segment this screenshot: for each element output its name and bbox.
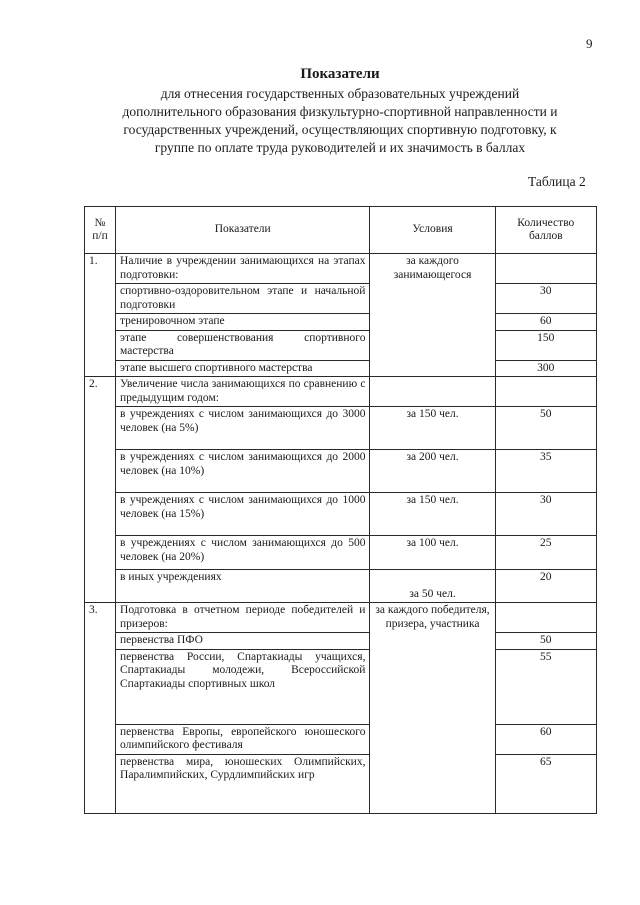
table-row [85, 570, 597, 603]
table-row [85, 649, 597, 724]
table-row [85, 284, 597, 314]
section-title: Увеличение числа занимающихся по сравнению с предыдущим годом: [116, 377, 370, 407]
points-cell: 300 [495, 360, 596, 377]
points-cell [495, 603, 596, 633]
points-cell: 50 [495, 407, 596, 450]
points-cell: 150 [495, 330, 596, 360]
heading-line: группе по оплате труда руководителей и их значимость в баллах [154, 140, 526, 155]
points-cell [495, 377, 596, 407]
table-row [85, 754, 597, 813]
indicator-cell: первенства Европы, европейского юношеского олимпийского фестиваля [116, 724, 370, 754]
section-number: 3. [85, 603, 116, 814]
condition-cell: за 200 чел. [370, 450, 495, 493]
points-cell [495, 254, 596, 284]
points-cell: 55 [495, 649, 596, 724]
indicator-cell: спортивно-оздоровительном этапе и начальной подготовки [116, 284, 370, 314]
condition-cell [370, 377, 495, 407]
section-number: 2. [85, 377, 116, 603]
table-row [85, 450, 597, 493]
table-row [85, 360, 597, 377]
points-cell: 30 [495, 284, 596, 314]
table-row [85, 603, 597, 633]
section-number: 1. [85, 254, 116, 377]
points-cell: 65 [495, 754, 596, 813]
heading-line: государственных учреждений, осуществляющих спортивную подготовку, к [123, 122, 557, 137]
section-condition: за каждого победителя, призера, участника [370, 603, 495, 814]
points-cell: 25 [495, 536, 596, 570]
table-row [85, 633, 597, 650]
table-row [85, 407, 597, 450]
indicator-cell: первенства ПФО [116, 633, 370, 650]
section-condition: за каждого занимающегося [370, 254, 495, 377]
indicator-cell: в учреждениях с числом занимающихся до 2000 человек (на 10%) [116, 450, 370, 493]
points-cell: 35 [495, 450, 596, 493]
indicator-cell: первенства мира, юношеских Олимпийских, Паралимпийских, Сурдлимпийских игр [116, 754, 370, 813]
table-row [85, 377, 597, 407]
table-row [85, 724, 597, 754]
section-title: Подготовка в отчетном периоде победителей и призеров: [116, 603, 370, 633]
condition-cell: за 150 чел. [370, 407, 495, 450]
table-row [85, 330, 597, 360]
indicator-cell: в учреждениях с числом занимающихся до 500 человек (на 20%) [116, 536, 370, 570]
table-row [85, 314, 597, 331]
header-points: Количество баллов [495, 207, 596, 254]
indicator-cell: в учреждениях с числом занимающихся до 1000 человек (на 15%) [116, 493, 370, 536]
page-number: 9 [586, 36, 593, 51]
points-cell: 20 [495, 570, 596, 603]
points-cell: 60 [495, 314, 596, 331]
document-heading [60, 66, 620, 157]
table-label: Таблица 2 [528, 174, 586, 189]
header-condition: Условия [370, 207, 495, 254]
condition-cell: за 100 чел. [370, 536, 495, 570]
indicator-cell: этапе высшего спортивного мастерства [116, 360, 370, 377]
section-title: Наличие в учреждении занимающихся на этапах подготовки: [116, 254, 370, 284]
indicator-cell: в иных учреждениях [116, 570, 370, 603]
points-cell: 50 [495, 633, 596, 650]
indicator-cell: этапе совершенствования спортивного мастерства [116, 330, 370, 360]
table-row [85, 254, 597, 284]
indicator-cell: тренировочном этапе [116, 314, 370, 331]
condition-cell: за 50 чел. [370, 570, 495, 603]
heading-line: дополнительного образования физкультурно-спортивной направленности и [122, 104, 558, 119]
document-title: Показатели [300, 66, 380, 82]
points-cell: 60 [495, 724, 596, 754]
indicator-cell: первенства России, Спартакиады учащихся, Спартакиады молодежи, Всероссийской Спартакиады спортивных школ [116, 649, 370, 724]
indicators-table [84, 206, 597, 814]
condition-cell: за 150 чел. [370, 493, 495, 536]
indicator-cell: в учреждениях с числом занимающихся до 3000 человек (на 5%) [116, 407, 370, 450]
table-row [85, 536, 597, 570]
header-indicator: Показатели [116, 207, 370, 254]
points-cell: 30 [495, 493, 596, 536]
header-num: № п/п [85, 207, 116, 254]
table-header-row [85, 207, 597, 254]
table-row [85, 493, 597, 536]
heading-line: для отнесения государственных образовательных учреждений [160, 86, 520, 101]
